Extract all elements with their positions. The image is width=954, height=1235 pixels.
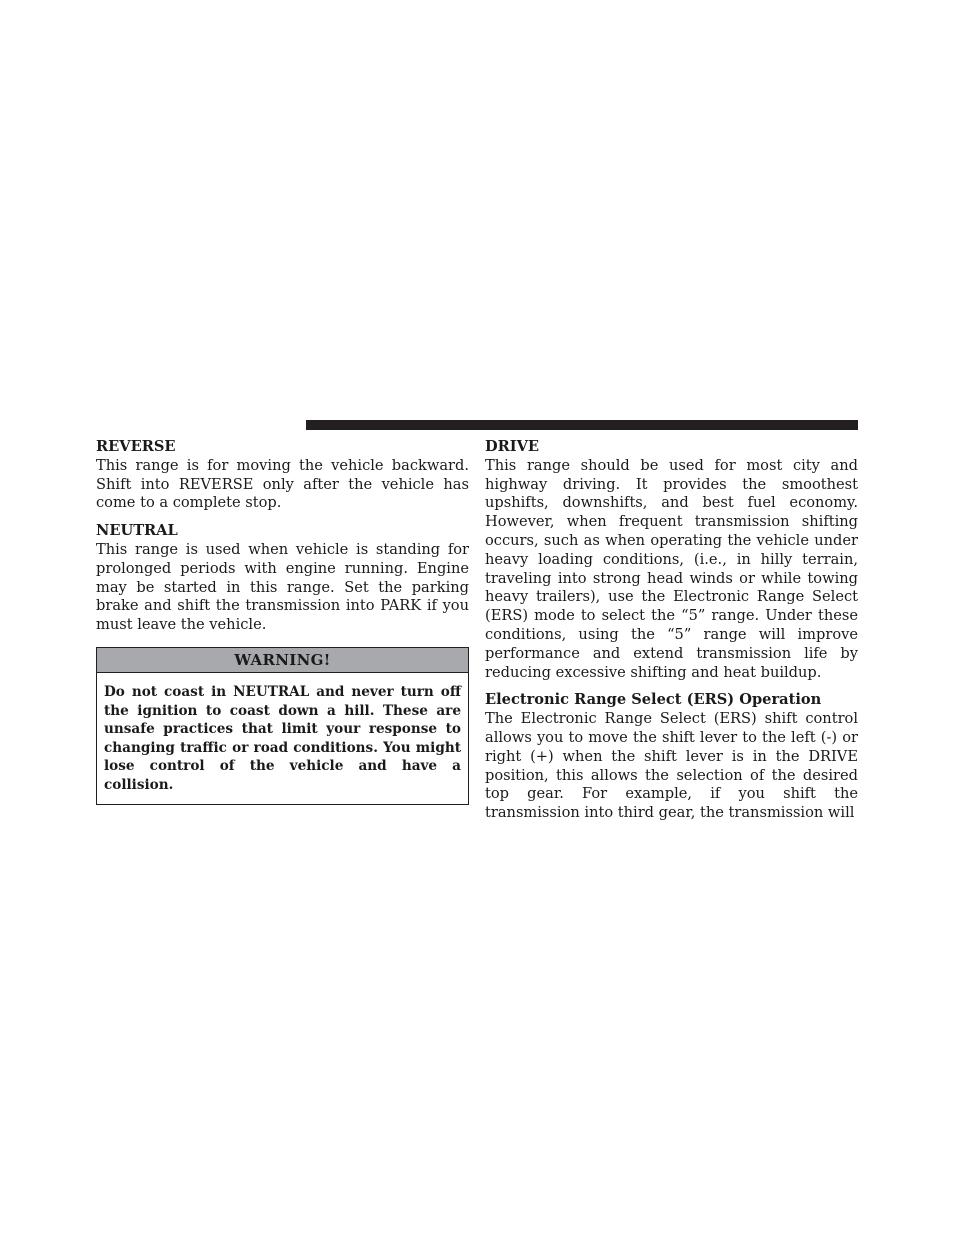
- left-column: [96, 438, 469, 805]
- ers-text: The Electronic Range Select (ERS) shift control allows you to move the shift lever to the left (-) or right (+) when the shift lever is in the DRIVE position, this allows the selection of the desired top gear. For example, if you shift the transmission into third gear, the transmission will: [485, 710, 858, 822]
- header-rule: [306, 420, 858, 430]
- drive-heading: DRIVE: [485, 438, 540, 455]
- neutral-section: [96, 522, 469, 635]
- drive-section: [485, 438, 858, 682]
- ers-heading: Electronic Range Select (ERS) Operation: [485, 691, 822, 709]
- neutral-text: This range is used when vehicle is standing for prolonged periods with engine running. Engine may be started in this range. Set the parking brake and shift the transmission into PARK if you must leave the vehicle.: [96, 540, 469, 634]
- ers-section: [485, 691, 858, 823]
- reverse-text: This range is for moving the vehicle backward. Shift into REVERSE only after the vehicle has come to a complete stop.: [96, 456, 469, 512]
- reverse-section: [96, 438, 469, 513]
- warning-text: Do not coast in NEUTRAL and never turn off the ignition to coast down a hill. These are unsafe practices that limit your response to changing traffic or road conditions. You might lose control of the vehicle and have a collision.: [104, 683, 461, 793]
- drive-text: This range should be used for most city and highway driving. It provides the smoothest upshifts, downshifts, and best fuel economy. However, when frequent transmission shifting occurs, such as when operating the vehicle under heavy loading conditions, (i.e., in hilly terrain, traveling into strong head winds or while towing heavy trailers), use the Electronic Range Select (ERS) mode to select the “5” range. Under these conditions, using the “5” range will improve performance and extend transmission life by reducing excessive shifting and heat buildup.: [485, 456, 858, 681]
- warning-title: WARNING!: [97, 648, 468, 673]
- reverse-heading: REVERSE: [96, 438, 176, 455]
- right-column: [485, 438, 858, 823]
- warning-box: [96, 647, 469, 805]
- neutral-heading: NEUTRAL: [96, 522, 178, 540]
